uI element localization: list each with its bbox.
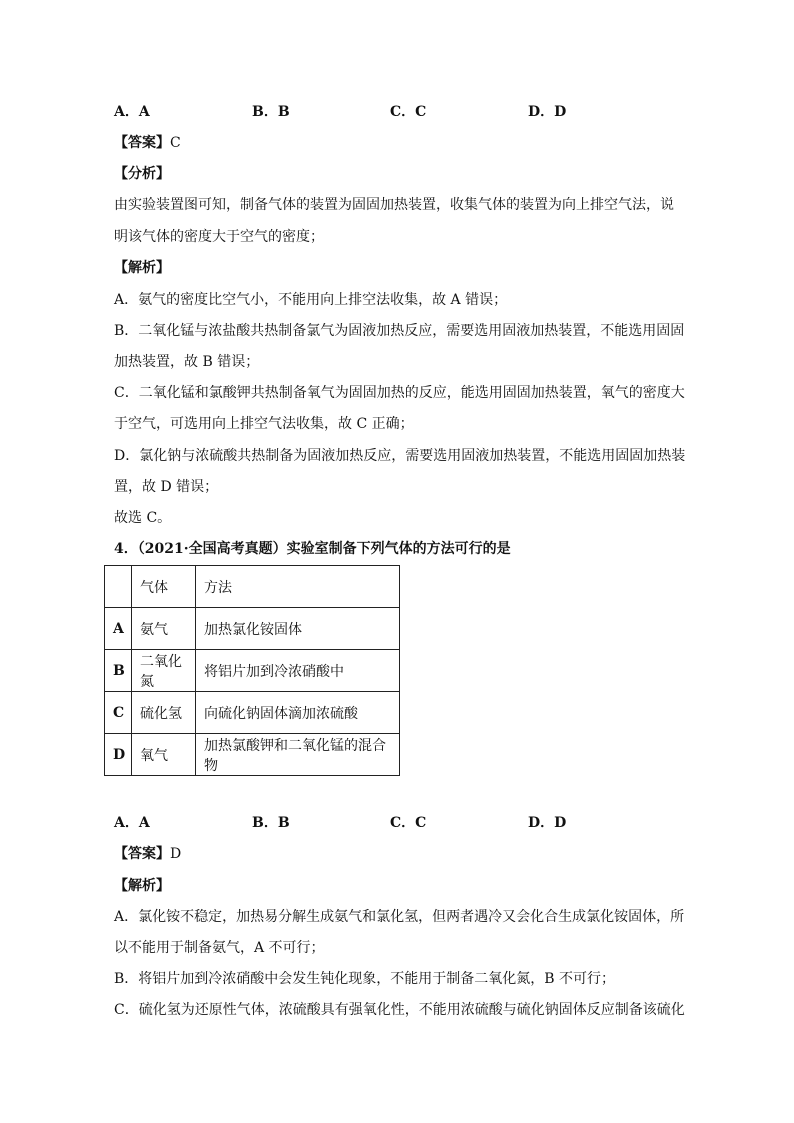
q3-analysis-line-1: 由实验装置图可知，制备气体的装置为固固加热装置，收集气体的装置为向上排空气法，说 (114, 197, 674, 213)
answer-value: C (170, 135, 181, 151)
q3-analysis-tag: 【分析】 (114, 166, 170, 182)
table-header-cell: 气体 (132, 566, 196, 608)
answer-tag: 【答案】 (114, 135, 170, 151)
table-cell-gas: 二氧化氮 (132, 650, 196, 692)
table-cell-label: C (105, 692, 132, 734)
q3-explain-line: C．二氧化锰和氯酸钾共热制备氧气为固固加热的反应，能选用固固加热装置，氧气的密度大 (114, 385, 685, 401)
table-cell-label: A (105, 608, 132, 650)
q4-explain-line: 以不能用于制备氨气，A 不可行； (114, 940, 325, 956)
q3-explain-line: 故选 C。 (114, 510, 172, 526)
table-row (105, 692, 400, 734)
table-row (105, 650, 400, 692)
table-header-cell: 方法 (196, 566, 400, 608)
q4-option-a: A．A (114, 815, 150, 831)
answer-tag: 【答案】 (114, 846, 170, 862)
q3-analysis-line-2: 明该气体的密度大于空气的密度； (114, 229, 324, 245)
q4-option-c: C．C (390, 815, 427, 831)
table-cell-label: D (105, 734, 132, 776)
table-cell-method: 向硫化钠固体滴加浓硫酸 (196, 692, 400, 734)
q3-explain-line: D．氯化钠与浓硫酸共热制备为固液加热反应，需要选用固液加热装置，不能选用固固加热装 (114, 448, 686, 464)
q4-table (104, 565, 400, 776)
table-cell-method: 将铝片加到冷浓硝酸中 (196, 650, 400, 692)
q4-option-d: D．D (528, 815, 567, 831)
q3-option-d: D．D (528, 104, 567, 120)
q3-explain-line: 于空气，可选用向上排空气法收集，故 C 正确； (114, 416, 414, 432)
q4-option-b: B．B (252, 815, 290, 831)
table-header-row (105, 566, 400, 608)
table-row (105, 734, 400, 776)
q4-title: 4．（2021·全国高考真题）实验室制备下列气体的方法可行的是 (114, 541, 511, 557)
table-cell-label: B (105, 650, 132, 692)
q3-explain-line: A．氨气的密度比空气小，不能用向上排空法收集，故 A 错误； (114, 292, 508, 308)
table-cell-gas: 硫化氢 (132, 692, 196, 734)
q4-explain-line: C．硫化氢为还原性气体，浓硫酸具有强氧化性，不能用浓硫酸与硫化钠固体反应制备该硫化 (114, 1002, 685, 1018)
table-cell-method: 加热氯化铵固体 (196, 608, 400, 650)
q3-option-a: A．A (114, 104, 150, 120)
q3-explain-tag: 【解析】 (114, 260, 170, 276)
q4-answer (114, 844, 181, 864)
table-cell-gas: 氧气 (132, 734, 196, 776)
q3-explain-line: 加热装置，故 B 错误； (114, 354, 260, 370)
table-cell-method: 加热氯酸钾和二氧化锰的混合物 (196, 734, 400, 776)
q4-explain-line: A．氯化铵不稳定，加热易分解生成氨气和氯化氢，但两者遇冷又会化合生成氯化铵固体，所 (114, 909, 685, 925)
q4-explain-tag: 【解析】 (114, 878, 170, 894)
q3-answer (114, 133, 181, 153)
table-row (105, 608, 400, 650)
q3-option-c: C．C (390, 104, 427, 120)
q3-explain-line: 置，故 D 错误； (114, 479, 219, 495)
q4-explain-line: B．将铝片加到冷浓硝酸中会发生钝化现象，不能用于制备二氧化氮，B 不可行； (114, 971, 616, 987)
q3-explain-line: B．二氧化锰与浓盐酸共热制备氯气为固液加热反应，需要选用固液加热装置，不能选用固固 (114, 323, 685, 339)
q3-option-b: B．B (252, 104, 290, 120)
table-cell-gas: 氨气 (132, 608, 196, 650)
answer-value: D (170, 846, 182, 862)
table-header-cell (105, 566, 132, 608)
